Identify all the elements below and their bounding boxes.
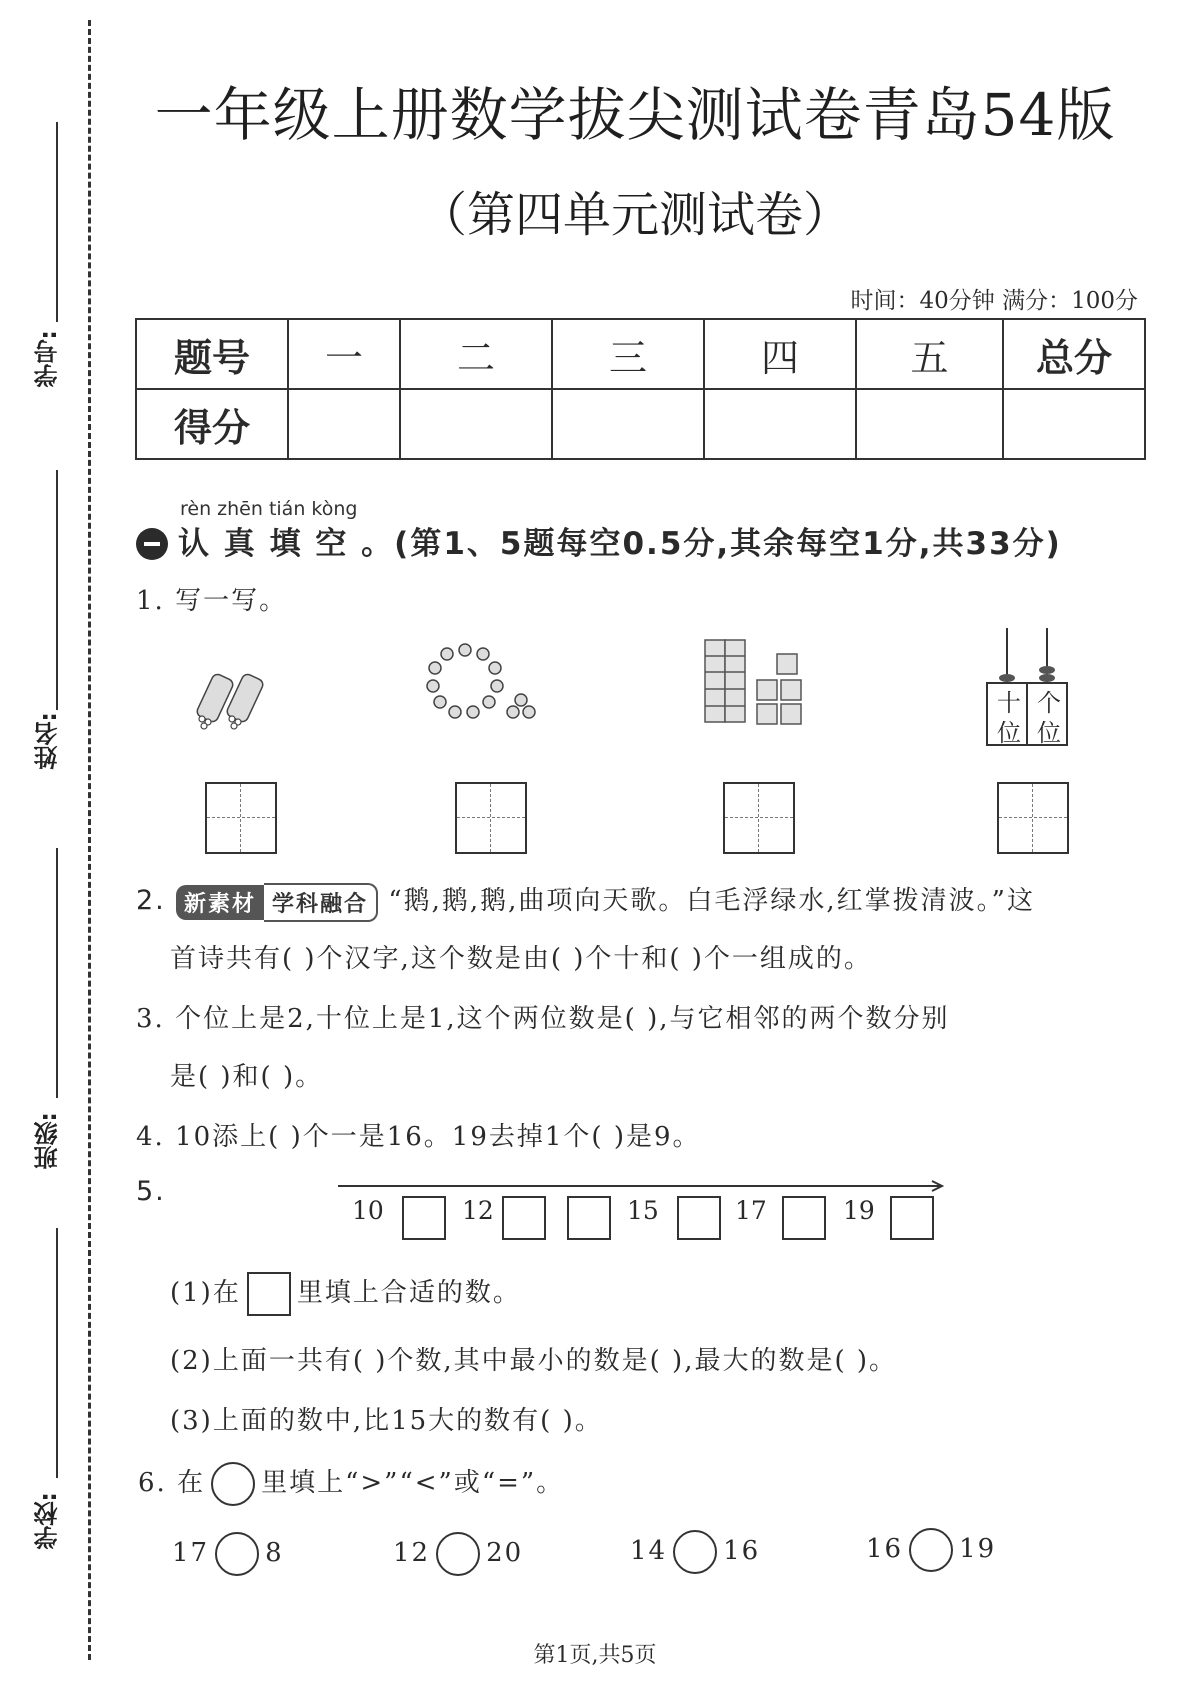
- compare-item: [393, 1532, 523, 1576]
- compare-item: [866, 1528, 996, 1572]
- score-header-cell: 总分: [1003, 319, 1145, 389]
- cube-blocks-icon: [695, 632, 815, 732]
- question-6: [138, 1462, 564, 1506]
- question-5-sub-2: (2)上面一共有( )个数,其中最小的数是( ),最大的数是( )。: [170, 1346, 898, 1376]
- number-line: [338, 1185, 940, 1187]
- number-line-box[interactable]: [890, 1196, 934, 1240]
- question-5-sub-3: (3)上面的数中,比15大的数有( )。: [170, 1406, 603, 1436]
- number-line-arrow-icon: [930, 1179, 944, 1193]
- answer-grid-box[interactable]: [997, 782, 1069, 854]
- binding-dashed-line: [88, 20, 91, 1660]
- question-4: 4. 10添上( )个一是16。19去掉1个( )是9。: [136, 1122, 701, 1152]
- student-no-line: [56, 122, 58, 322]
- compare-right: 20: [486, 1538, 524, 1568]
- score-table-header-row: [136, 319, 1145, 389]
- score-cell[interactable]: [288, 389, 400, 459]
- score-header-cell: 三: [552, 319, 704, 389]
- question-1: 1. 写一写。: [136, 586, 288, 616]
- score-header-cell: 五: [856, 319, 1003, 389]
- number-line-box[interactable]: [782, 1196, 826, 1240]
- score-cell[interactable]: [400, 389, 552, 459]
- score-cell[interactable]: [704, 389, 856, 459]
- abacus-ones-label: 个位: [1037, 689, 1061, 747]
- question-2-line-2: 首诗共有( )个汉字,这个数是由( )个十和( )个一组成的。: [170, 944, 872, 974]
- score-header-cell: 题号: [136, 319, 288, 389]
- question-3-line-1: 3. 个位上是2,十位上是1,这个两位数是( ),与它相邻的两个数分别: [136, 1004, 950, 1034]
- compare-answer-circle[interactable]: [436, 1532, 480, 1576]
- score-cell[interactable]: [552, 389, 704, 459]
- page-footer: 第1页,共5页: [533, 1643, 657, 1668]
- compare-left: 16: [866, 1534, 904, 1564]
- question-2-number: 2.: [136, 885, 166, 916]
- question-5-sub-1-b: 里填上合适的数。: [296, 1278, 521, 1308]
- number-line-label: 15: [627, 1196, 659, 1225]
- bundles-of-sticks-icon: [190, 665, 280, 735]
- answer-grid-box[interactable]: [455, 782, 527, 854]
- number-line-label: 10: [352, 1196, 384, 1225]
- student-no-label: 学号:: [34, 330, 62, 388]
- score-cell[interactable]: [856, 389, 1003, 459]
- compare-item: [172, 1532, 284, 1576]
- compare-right: 19: [959, 1534, 997, 1564]
- class-label: 班级:: [34, 1112, 62, 1170]
- number-line-box[interactable]: [677, 1196, 721, 1240]
- compare-left: 12: [393, 1538, 431, 1568]
- answer-grid-box[interactable]: [723, 782, 795, 854]
- score-header-cell: 四: [704, 319, 856, 389]
- square-symbol-icon: [247, 1272, 291, 1316]
- page-subtitle: （第四单元测试卷）: [418, 187, 851, 243]
- compare-right: 16: [723, 1536, 761, 1566]
- compare-left: 14: [630, 1536, 668, 1566]
- question-2-line-1: [136, 880, 1035, 922]
- question-5-number: 5.: [136, 1176, 166, 1207]
- compare-answer-circle[interactable]: [673, 1530, 717, 1574]
- subject-fusion-tag: 学科融合: [264, 883, 378, 922]
- circle-symbol-icon: [211, 1462, 255, 1506]
- number-line-box[interactable]: [502, 1196, 546, 1240]
- compare-answer-circle[interactable]: [909, 1528, 953, 1572]
- answer-grid-box[interactable]: [205, 782, 277, 854]
- number-line-label: 12: [462, 1196, 494, 1225]
- score-header-cell: 一: [288, 319, 400, 389]
- page-title: 一年级上册数学拔尖测试卷青岛54版: [154, 81, 1116, 149]
- name-label: 姓名:: [34, 712, 62, 770]
- question-2-text-1: “鹅,鹅,鹅,曲项向天歌。白毛浮绿水,红掌拨清波。”这: [388, 886, 1035, 916]
- number-line-box[interactable]: [567, 1196, 611, 1240]
- compare-right: 8: [265, 1538, 284, 1568]
- question-5-sub-1-a: (1)在: [170, 1278, 241, 1308]
- new-material-tag: 新素材: [176, 885, 264, 920]
- section-pinyin: rèn zhēn tián kòng: [180, 498, 358, 520]
- question-6-text-a: 6. 在: [138, 1468, 206, 1498]
- number-line-box[interactable]: [402, 1196, 446, 1240]
- question-5-sub-1: [170, 1272, 521, 1316]
- compare-answer-circle[interactable]: [215, 1532, 259, 1576]
- question-6-text-b: 里填上“>”“<”或“=”。: [261, 1468, 565, 1498]
- score-table-score-row: [136, 389, 1145, 459]
- score-row-label: 得分: [136, 389, 288, 459]
- name-line: [56, 470, 58, 710]
- score-cell[interactable]: [1003, 389, 1145, 459]
- score-header-cell: 二: [400, 319, 552, 389]
- section-title: 认 真 填 空 。(第1、5题每空0.5分,其余每空1分,共33分): [178, 526, 1062, 562]
- abacus-tens-label: 十位: [997, 689, 1021, 747]
- question-3-line-2: 是( )和( )。: [170, 1062, 324, 1092]
- bead-ring-icon: [425, 640, 545, 740]
- time-score-info: 时间：40分钟 满分：100分: [850, 288, 1138, 314]
- section-number-badge-icon: [136, 528, 168, 560]
- compare-item: [630, 1530, 760, 1574]
- class-line: [56, 848, 58, 1098]
- compare-left: 17: [172, 1538, 210, 1568]
- school-label: 学校:: [34, 1492, 62, 1550]
- score-table: [135, 318, 1146, 460]
- number-line-label: 19: [843, 1196, 875, 1225]
- number-line-label: 17: [735, 1196, 767, 1225]
- school-line: [56, 1228, 58, 1478]
